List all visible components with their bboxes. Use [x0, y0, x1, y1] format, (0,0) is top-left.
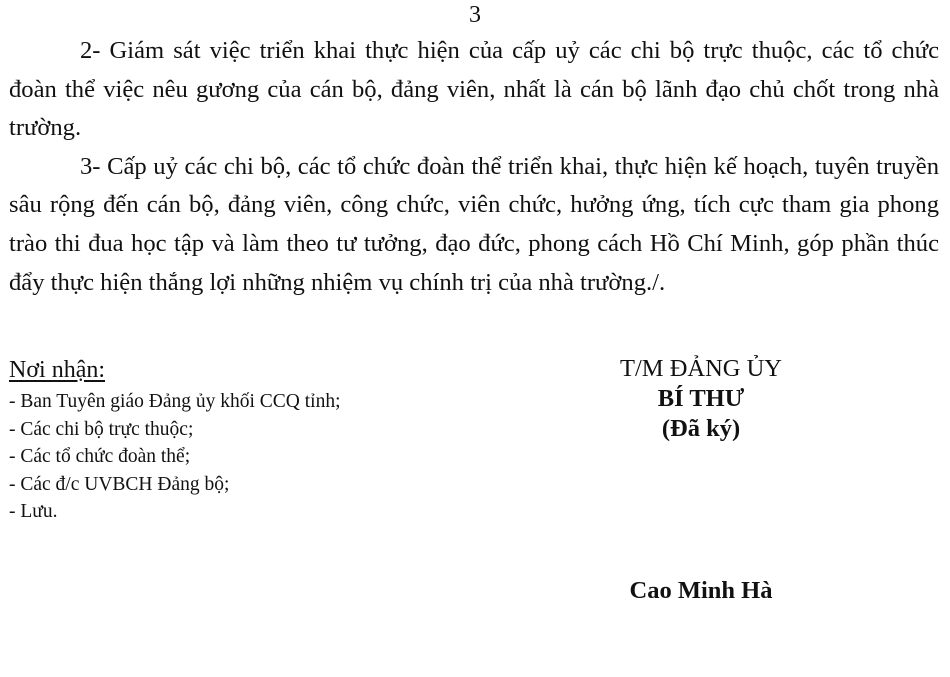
- signature-title: BÍ THƯ: [657, 385, 745, 412]
- recipient-item: - Các tổ chức đoàn thể;: [9, 446, 191, 467]
- document-body: [9, 32, 939, 302]
- recipient-item: - Các chi bộ trực thuộc;: [9, 418, 194, 440]
- recipients-list: [9, 388, 529, 526]
- signer-name: Cao Minh Hà: [629, 577, 773, 604]
- recipient-item: - Các đ/c UVBCH Đảng bộ;: [9, 473, 230, 495]
- recipient-item: - Lưu.: [9, 501, 58, 522]
- signature-on-behalf: T/M ĐẢNG ỦY: [620, 355, 782, 382]
- recipient-item: - Ban Tuyên giáo Đảng ủy khối CCQ tỉnh;: [9, 391, 341, 412]
- signature-block: [565, 354, 837, 444]
- signature-status: (Đã ký): [661, 415, 741, 442]
- recipients-heading: Nơi nhận:: [9, 357, 106, 383]
- paragraph-item-3: 3- Cấp uỷ các chi bộ, các tổ chức đoàn thể triển khai, thực hiện kế hoạch, tuyên truyền sâu rộng đến cán bộ, đảng viên, công chức, viên chức, hưởng ứng, tích cực tham gia phong trào thi đua học tập và làm theo tư tưởng, đạo đức, phong cách Hồ Chí Minh, góp phần thúc đẩy thực hiện thắng lợi những nhiệm vụ chính trị của nhà trường./.: [9, 152, 939, 296]
- paragraph-item-2: 2- Giám sát việc triển khai thực hiện của cấp uỷ các chi bộ trực thuộc, các tổ chức đoàn thể việc nêu gương của cán bộ, đảng viên, nhất là cán bộ lãnh đạo chủ chốt trong nhà trường.: [9, 37, 939, 142]
- page-number: 3: [469, 2, 481, 28]
- recipients-block: [9, 356, 529, 526]
